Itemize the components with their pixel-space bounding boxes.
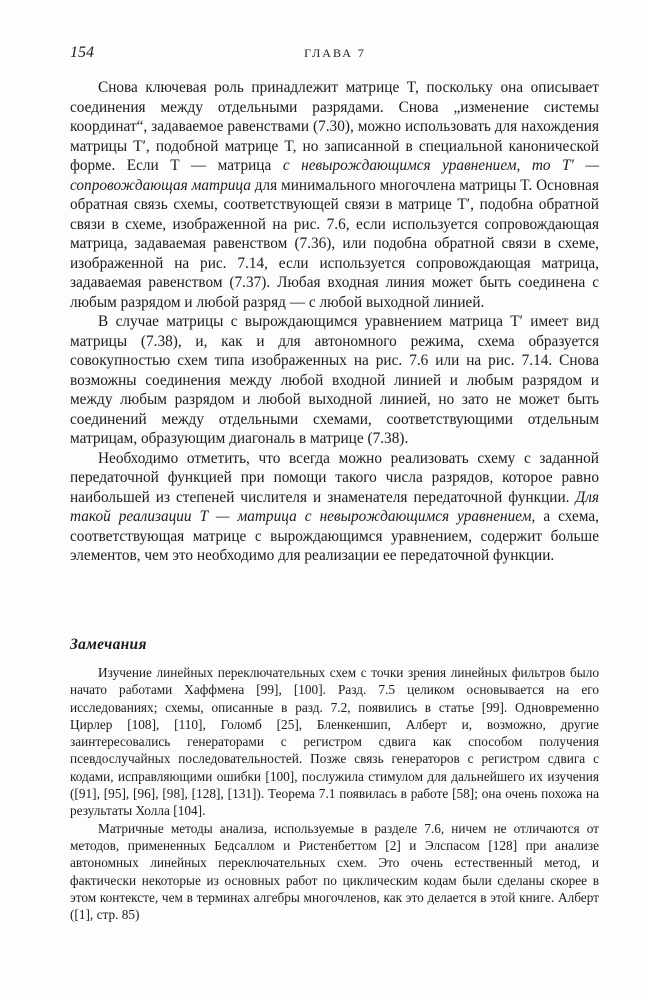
notes-paragraph-2: Матричные методы анализа, используемые в разделе 7.6, ничем не отличаются от методов, примененных Бедсаллом и Ристенбеттом [2] и Элспасом [128] при анализе автономных линейных переключательных схем. Это очень естественный метод, и фактически некоторые из основных работ по циклическим кодам были сделаны скорее в этом контексте, чем в терминах алгебры многочленов, как это делается в этой книге. Алберт ([1], стр. 85)	[70, 820, 599, 923]
text-run: Снова ключевая роль принадлежит матрице T, поскольку она описывает соединения между отдельными разрядами. Снова „изменение системы координат“, задаваемое равенствами (7.30), можно использовать для нахождения матрицы T′, подобной матрице T, но записанной в специальной канонической форме. Если T — матрица	[70, 79, 599, 174]
text-run: Необходимо отметить, что всегда можно реализовать схему с заданной передаточной функцией при помощи такого числа разрядов, которое равно наибольшей из степеней числителя и знаменателя передаточной функции.	[70, 449, 599, 506]
page-header	[70, 44, 600, 64]
notes-paragraph-1: Изучение линейных переключательных схем с точки зрения линейных фильтров было начато работами Хаффмена [99], [100]. Разд. 7.5 целиком основывается на его исследованиях; схемы, описанные в разд. 7.2, появились в статье [99]. Одновременно Цирлер [108], [110], Голомб [25], Бленкеншип, Алберт и, возможно, другие заинтересовались генераторами с регистром сдвига как способом получения псевдослучайных последовательностей. Позже связь генераторов с регистром сдвига с кодами, исправляющими ошибки [100], послужила стимулом для дальнейшего их изучения ([91], [95], [96], [98], [128], [131]). Теорема 7.1 появилась в работе [58]; она очень похожа на результаты Холла [104].	[70, 665, 599, 819]
notes-heading: Замечания	[70, 636, 147, 653]
text-run: для минимального многочлена матрицы T. Основная обратная связь схемы, соответствующей связи в матрице T′, подобна обратной связи в схеме, изображенной на рис. 7.6, если используется сопровождающая матрица, задаваемая равенством (7.36), или подобна обратной связи в схеме, изображенной на рис. 7.14, если используется сопровождающая матрица, задаваемая равенством (7.37). Любая входная линия может быть соединена с любым разрядом и любой разряд — с любой выходной линией.	[70, 176, 600, 311]
running-head: ГЛАВА 7	[304, 46, 366, 60]
text-run: В случае матрицы с вырождающимся уравнением матрица T′ имеет вид матрицы (7.38), и, как и для автономного режима, схема образуется совокупностью схем типа изображенных на рис. 7.6 или на рис. 7.14. Снова возможны соединения между любой входной линией и любым разрядом и между любым разрядом и любой выходной линией, но зато не может быть соединений между отдельными схемами, соответствующими отдельным матрицам, образующим диагональ в матрице (7.38).	[70, 313, 599, 447]
text-run: , а схема, соответствующая матрице с вырождающимся уравнением, содержит больше элементов, чем это необходимо для реализации ее передаточной функции.	[70, 508, 599, 564]
paragraph-3	[70, 449, 599, 566]
paragraph-2	[70, 312, 599, 449]
italic-run: Для такой реализации T — матрица с невырождающимся уравнением	[70, 488, 599, 525]
italic-run: с невырождающимся уравнением, то T′ — сопровождающая матрица	[70, 157, 599, 194]
paragraph-1	[70, 78, 599, 312]
notes-text	[70, 664, 599, 923]
main-text	[70, 78, 599, 566]
page-number: 154	[70, 44, 94, 61]
